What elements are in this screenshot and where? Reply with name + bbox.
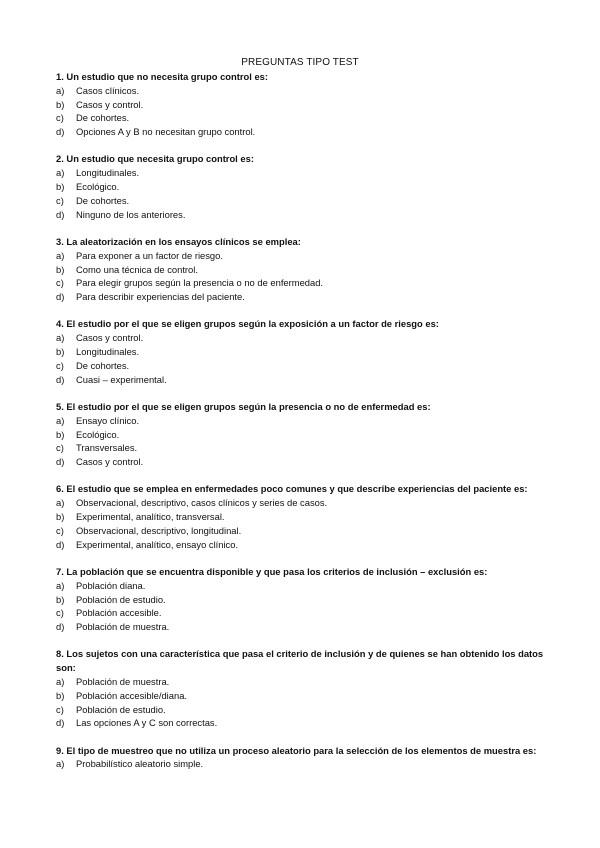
answer-option	[56, 757, 556, 771]
option-letter: d)	[56, 621, 65, 633]
option-text: Población de muestra.	[76, 621, 170, 633]
option-text: Población de estudio.	[76, 593, 166, 605]
question-text: 5. El estudio por el que se eligen grupos según la presencia o no de enfermedad es:	[56, 400, 431, 412]
answer-option	[56, 689, 556, 703]
option-letter: d)	[56, 373, 65, 385]
answer-option	[56, 703, 556, 717]
answer-option	[56, 428, 556, 442]
option-letter: a)	[56, 758, 65, 770]
option-letter: b)	[56, 593, 65, 605]
question-6	[56, 482, 556, 551]
option-text: Probabilístico aleatorio simple.	[76, 758, 204, 770]
option-text: Las opciones A y C son correctas.	[76, 717, 218, 729]
option-text: Casos y control.	[76, 332, 144, 344]
option-letter: a)	[56, 84, 65, 96]
option-text: Como una técnica de control.	[76, 263, 198, 275]
answer-option	[56, 180, 556, 194]
question-2	[56, 152, 556, 221]
answer-option	[56, 510, 556, 524]
option-letter: a)	[56, 414, 65, 426]
answer-option	[56, 166, 556, 180]
option-text: Casos y control.	[76, 456, 144, 468]
option-text: Cuasi – experimental.	[76, 373, 167, 385]
question-3	[56, 235, 556, 304]
option-letter: c)	[56, 607, 64, 619]
question-text: 8. Los sujetos con una característica que pasa el criterio de inclusión y de quienes se han obtenido los datos son:	[56, 648, 544, 674]
answer-option	[56, 524, 556, 538]
option-text: De cohortes.	[76, 194, 130, 206]
option-text: Para elegir grupos según la presencia o no de enfermedad.	[76, 277, 324, 289]
option-letter: c)	[56, 277, 64, 289]
answer-option	[56, 359, 556, 373]
question-1	[56, 70, 556, 139]
option-text: Experimental, analítico, transversal.	[76, 511, 225, 523]
option-text: Para describir experiencias del paciente.	[76, 291, 245, 303]
option-text: Experimental, analítico, ensayo clínico.	[76, 538, 239, 550]
option-letter: c)	[56, 703, 64, 715]
answer-option	[56, 620, 556, 634]
option-letter: a)	[56, 675, 65, 687]
option-letter: a)	[56, 332, 65, 344]
option-letter: a)	[56, 167, 65, 179]
question-9	[56, 744, 556, 772]
answer-option	[56, 441, 556, 455]
question-text: 3. La aleatorización en los ensayos clínicos se emplea:	[56, 235, 301, 247]
option-letter: d)	[56, 208, 65, 220]
option-letter: a)	[56, 249, 65, 261]
answer-option	[56, 593, 556, 607]
question-text: 2. Un estudio que necesita grupo control es:	[56, 153, 254, 165]
option-text: Casos clínicos.	[76, 84, 140, 96]
answer-option	[56, 125, 556, 139]
question-text: 9. El tipo de muestreo que no utiliza un proceso aleatorio para la selección de los elementos de muestra es:	[56, 744, 537, 756]
option-text: Observacional, descriptivo, longitudinal.	[76, 524, 242, 536]
option-letter: d)	[56, 538, 65, 550]
option-letter: b)	[56, 689, 65, 701]
question-8	[56, 647, 556, 730]
option-letter: b)	[56, 428, 65, 440]
option-text: Opciones A y B no necesitan grupo control.	[76, 126, 256, 138]
answer-option	[56, 84, 556, 98]
answer-option	[56, 276, 556, 290]
option-letter: d)	[56, 126, 65, 138]
option-letter: c)	[56, 442, 64, 454]
question-4	[56, 317, 556, 386]
option-text: Longitudinales.	[76, 346, 140, 358]
answer-option	[56, 579, 556, 593]
option-text: Población diana.	[76, 579, 146, 591]
option-letter: a)	[56, 497, 65, 509]
question-text: 4. El estudio por el que se eligen grupos según la exposición a un factor de riesgo es:	[56, 318, 439, 330]
option-text: Ecológico.	[76, 428, 120, 440]
option-letter: b)	[56, 98, 65, 110]
option-text: Para exponer a un factor de riesgo.	[76, 249, 223, 261]
option-text: De cohortes.	[76, 112, 130, 124]
answer-option	[56, 496, 556, 510]
answer-option	[56, 263, 556, 277]
option-text: Longitudinales.	[76, 167, 140, 179]
option-text: Ecológico.	[76, 181, 120, 193]
option-letter: b)	[56, 263, 65, 275]
answer-option	[56, 606, 556, 620]
option-letter: c)	[56, 359, 64, 371]
question-text: 7. La población que se encuentra disponible y que pasa los criterios de inclusión – exclusión es:	[56, 565, 488, 577]
option-text: Ensayo clínico.	[76, 414, 140, 426]
option-letter: b)	[56, 346, 65, 358]
answer-option	[56, 98, 556, 112]
question-list	[56, 70, 556, 785]
option-letter: a)	[56, 579, 65, 591]
option-text: Población de muestra.	[76, 675, 170, 687]
question-text: 1. Un estudio que no necesita grupo control es:	[56, 71, 269, 82]
option-text: Población de estudio.	[76, 703, 166, 715]
answer-option	[56, 414, 556, 428]
answer-option	[56, 345, 556, 359]
option-letter: c)	[56, 112, 64, 124]
option-letter: d)	[56, 456, 65, 468]
option-text: Transversales.	[76, 442, 138, 454]
question-7	[56, 565, 556, 634]
option-text: Observacional, descriptivo, casos clínicos y series de casos.	[76, 497, 328, 509]
question-5	[56, 400, 556, 469]
answer-option	[56, 249, 556, 263]
option-letter: d)	[56, 717, 65, 729]
answer-option	[56, 290, 556, 304]
option-letter: b)	[56, 511, 65, 523]
answer-option	[56, 538, 556, 552]
option-letter: d)	[56, 291, 65, 303]
option-letter: c)	[56, 524, 64, 536]
answer-option	[56, 111, 556, 125]
answer-option	[56, 373, 556, 387]
option-text: Casos y control.	[76, 98, 144, 110]
option-text: Ninguno de los anteriores.	[76, 208, 186, 220]
option-text: De cohortes.	[76, 359, 130, 371]
answer-option	[56, 716, 556, 730]
answer-option	[56, 455, 556, 469]
answer-option	[56, 675, 556, 689]
option-text: Población accesible.	[76, 607, 162, 619]
answer-option	[56, 208, 556, 222]
question-text: 6. El estudio que se emplea en enfermedades poco comunes y que describe experiencias del paciente es:	[56, 483, 528, 495]
option-letter: b)	[56, 181, 65, 193]
page-title: PREGUNTAS TIPO TEST	[241, 57, 359, 68]
answer-option	[56, 194, 556, 208]
answer-option	[56, 331, 556, 345]
option-text: Población accesible/diana.	[76, 689, 188, 701]
option-letter: c)	[56, 194, 64, 206]
